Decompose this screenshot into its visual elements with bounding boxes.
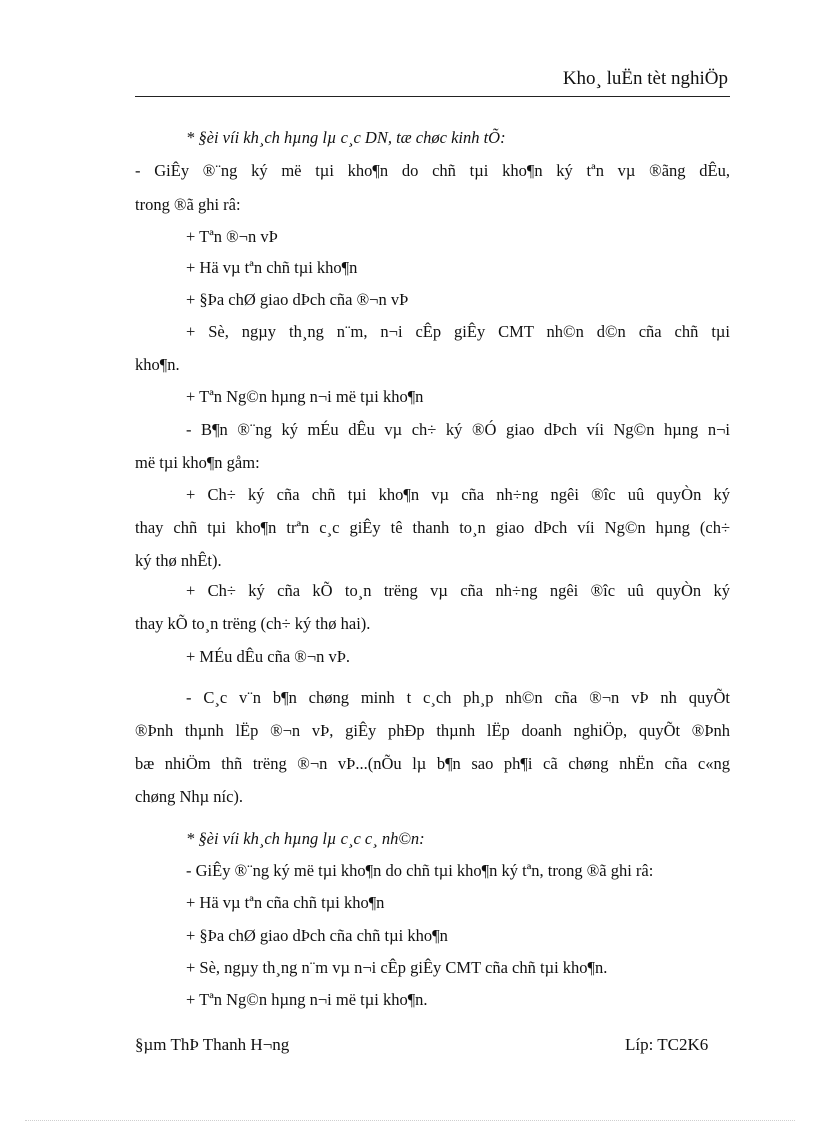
text-line: trong ®ã ghi râ: (135, 195, 241, 214)
text-line: - C¸c v¨n b¶n chøng minh t c¸ch ph¸p nh©n cña ®¬n vÞ nh quyÕt (186, 688, 730, 707)
text-line: + Hä vµ tªn cña chñ tµi kho¶n (186, 893, 385, 912)
text-line: + Hä vµ tªn chñ tµi kho¶n (186, 258, 358, 277)
text-line: + Tªn Ng©n hµng n¬i më tµi kho¶n. (186, 990, 428, 1009)
text-line: + Ch÷ ký cña chñ tµi kho¶n vµ cña nh÷ng ngêi ®îc uû quyÒn ký (186, 485, 730, 504)
text-line: ®Þnh thµnh lËp ®¬n vÞ, giÊy phÐp thµnh lËp doanh nghiÖp, quyÕt ®Þnh (135, 721, 730, 740)
text-line: thay chñ tµi kho¶n trªn c¸c giÊy tê thanh to¸n giao dÞch víi Ng©n hµng (ch÷ (135, 518, 730, 537)
text-line: + §Þa chØ giao dÞch cña chñ tµi kho¶n (186, 926, 448, 945)
text-line: - GiÊy ®¨ng ký më tµi kho¶n do chñ tµi kho¶n ký tªn vµ ®ãng dÊu, (135, 161, 730, 180)
text-line: + Ch÷ ký cña kÕ to¸n trëng vµ cña nh÷ng ngêi ®îc uû quyÒn ký (186, 581, 730, 600)
text-line: * §èi víi kh¸ch hµng lµ c¸c DN, tæ chøc kinh tÕ: (186, 128, 506, 147)
text-line: bæ nhiÖm thñ trëng ®¬n vÞ...(nÕu lµ b¶n sao ph¶i cã chøng nhËn cña c«ng (135, 754, 730, 773)
footer-class: Líp: TC2K6 (625, 1035, 709, 1054)
text-line: ký thø nhÊt). (135, 551, 222, 570)
text-line: + Tªn Ng©n hµng n¬i më tµi kho¶n (186, 387, 424, 406)
text-line: + Sè, ngµy th¸ng n¨m, n¬i cÊp giÊy CMT nh©n d©n cña chñ tµi (186, 322, 730, 341)
text-line: - B¶n ®¨ng ký mÉu dÊu vµ ch÷ ký ®Ó giao dÞch víi Ng©n hµng n¬i (186, 420, 730, 439)
text-line: kho¶n. (135, 355, 180, 374)
text-line: - GiÊy ®¨ng ký më tµi kho¶n do chñ tµi kho¶n ký tªn, trong ®ã ghi râ: (186, 861, 654, 880)
text-line: më tµi kho¶n gåm: (135, 453, 260, 472)
page-header (135, 66, 730, 97)
text-line: + Tªn ®¬n vÞ (186, 227, 278, 246)
text-line: + Sè, ngµy th¸ng n¨m vµ n¬i cÊp giÊy CMT cña chñ tµi kho¶n. (186, 958, 608, 977)
page-bottom-divider (25, 1120, 795, 1121)
text-line: chøng Nhµ níc). (135, 787, 244, 806)
header-title: Kho¸ luËn tèt nghiÖp (562, 68, 728, 89)
text-line: + §Þa chØ giao dÞch cña ®¬n vÞ (186, 290, 409, 309)
text-line: thay kÕ to¸n trëng (ch÷ ký thø hai). (135, 614, 371, 633)
text-line: * §èi víi kh¸ch hµng lµ c¸c c¸ nh©n: (186, 829, 425, 848)
footer-author: §µm ThÞ Thanh H¬ng (135, 1035, 290, 1054)
text-line: + MÉu dÊu cña ®¬n vÞ. (186, 647, 351, 666)
